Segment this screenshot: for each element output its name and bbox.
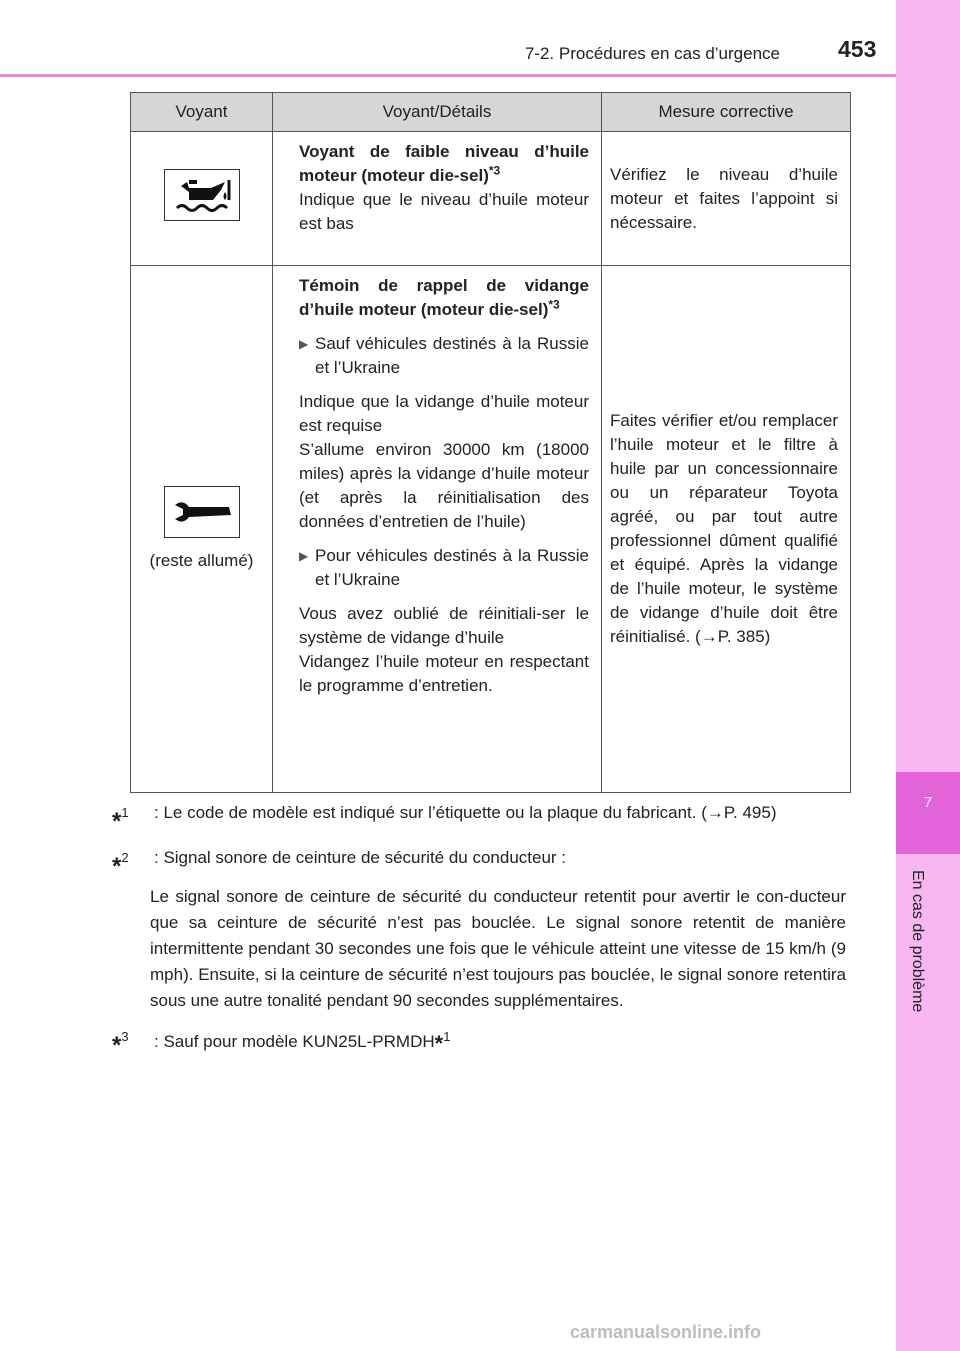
column-header-voyant: Voyant — [131, 93, 273, 132]
light-description: Vidangez l’huile moteur en respectant le programme d’entretien. — [299, 652, 589, 695]
oil-can-level-icon — [164, 169, 240, 221]
footnote-number: 3 — [121, 1029, 129, 1044]
light-title: Témoin de rappel de vidange d’huile moteur (moteur die-sel) — [299, 276, 589, 319]
header-rule — [0, 74, 896, 77]
light-title: Voyant de faible niveau d’huile moteur (moteur die-sel) — [299, 142, 589, 185]
footnote-text: : Signal sonore de ceinture de sécurité du conducteur : — [154, 848, 567, 867]
list-item-label: Sauf véhicules destinés à la Russie et l’Ukraine — [315, 334, 589, 377]
footnote-star: * — [112, 808, 122, 835]
footnote-number: 1 — [121, 805, 129, 820]
light-description: S’allume environ 30000 km (18000 miles) après la vidange d’huile moteur (et après la réinitialisation des données d’entretien de l’huile) — [299, 440, 589, 531]
light-description: Vous avez oublié de réinitiali-ser le système de vidange d’huile — [299, 604, 589, 647]
icon-cell — [131, 132, 273, 266]
triangle-bullet-icon: ▶ — [299, 549, 309, 563]
chapter-side-strip — [896, 0, 960, 1351]
footnote-number: 2 — [121, 850, 129, 865]
warning-lights-table — [130, 92, 851, 793]
footnotes — [112, 800, 846, 1069]
light-description: Indique que la vidange d’huile moteur est requise — [299, 392, 589, 435]
footnote — [112, 800, 846, 835]
chapter-number: 7 — [923, 794, 933, 811]
chapter-label: En cas de problème — [909, 870, 926, 1013]
action-cell: Faites vérifier et/ou remplacer l’huile moteur et le filtre à huile par un concessionnaire ou un réparateur Toyota agréé, ou par tout autre professionnel dûment qualifié et équipé. Après la vidange de l’huile moteur, le système de vidange d’huile doit être réinitialisé. (→P. 385) — [602, 266, 851, 793]
footnote-star: * — [112, 853, 122, 880]
chapter-tab[interactable] — [896, 772, 960, 854]
wrench-icon — [164, 486, 240, 538]
footnote-star: * — [434, 1031, 444, 1056]
section-title: 7-2. Procédures en cas d’urgence — [524, 44, 780, 63]
page-number: 453 — [838, 36, 877, 62]
light-description: Indique que le niveau d’huile moteur est bas — [299, 190, 589, 233]
list-item — [299, 332, 589, 380]
footnote — [112, 1024, 846, 1059]
footnote-body: Le signal sonore de ceinture de sécurité du conducteur retentit pour avertir le con-ducteur que sa ceinture de sécurité n’est pas bouclée. Le signal sonore retentit de manière intermittente pendant 30 secondes une fois que le véhicule atteint une vitesse de 15 km/h (9 mph). Ensuite, si la ceinture de sécurité n’est toujours pas bouclée, le signal sonore retentira sous une autre tonalité pendant 90 secondes supplémentaires. — [150, 887, 846, 1010]
table-row — [131, 132, 851, 266]
details-cell — [273, 266, 602, 793]
table-header-row — [131, 93, 851, 132]
list-item-label: Pour véhicules destinés à la Russie et l’Ukraine — [315, 546, 589, 589]
list-item — [299, 544, 589, 592]
details-cell — [273, 132, 602, 266]
triangle-bullet-icon: ▶ — [299, 337, 309, 351]
column-header-details: Voyant/Détails — [273, 93, 602, 132]
footnote-ref: *3 — [488, 163, 501, 178]
footnote-text: : Le code de modèle est indiqué sur l’étiquette ou la plaque du fabricant. (→P. 495) — [154, 803, 777, 822]
action-cell: Vérifiez le niveau d’huile moteur et faites l’appoint si nécessaire. — [602, 132, 851, 266]
footnote — [112, 845, 846, 880]
footnote-ref: *3 — [548, 297, 560, 312]
icon-caption: (reste allumé) — [149, 550, 254, 570]
footnote-number: 1 — [443, 1029, 451, 1044]
column-header-mesure: Mesure corrective — [602, 93, 851, 132]
icon-cell — [131, 266, 273, 793]
watermark: carmanualsonline.info — [570, 1322, 762, 1342]
footnote-star: * — [112, 1032, 122, 1059]
table-row — [131, 266, 851, 793]
footnote-text: : Sauf pour modèle KUN25L-PRMDH — [154, 1032, 435, 1051]
